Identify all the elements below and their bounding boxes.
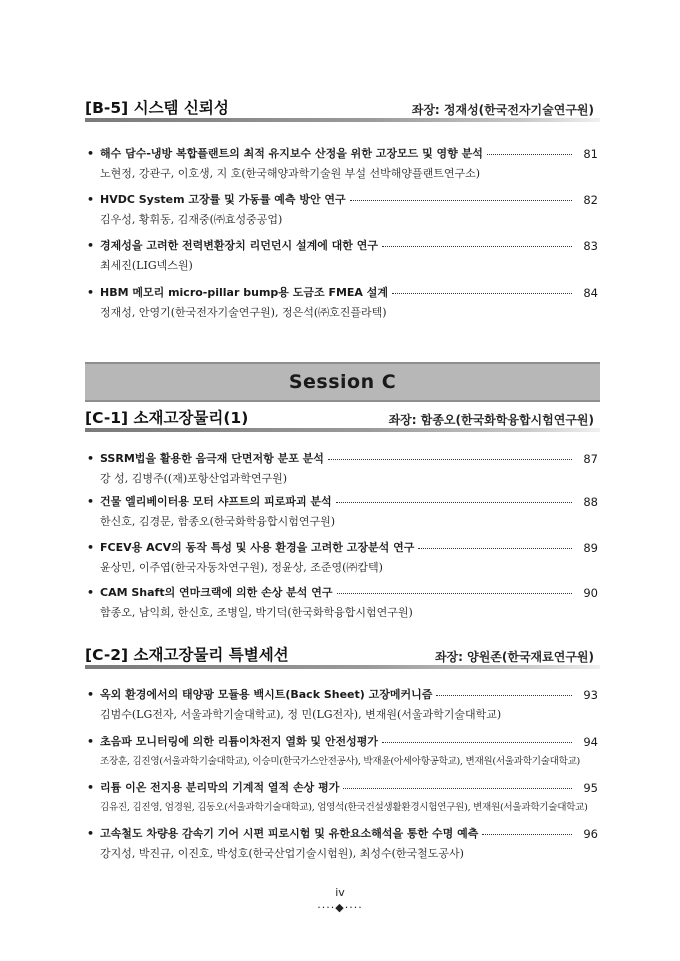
toc-entry[interactable] bbox=[85, 826, 600, 861]
entry-page: 87 bbox=[583, 452, 598, 466]
entry-title: 옥외 환경에서의 태양광 모듈용 백시트(Back Sheet) 고장메커니즘 bbox=[100, 688, 433, 701]
entry-title: FCEV용 ACV의 동작 특성 및 사용 환경을 고려한 고장분석 연구 bbox=[100, 541, 415, 554]
page-number: iv bbox=[335, 886, 345, 899]
toc-entry[interactable] bbox=[85, 238, 600, 273]
entry-page: 89 bbox=[583, 541, 598, 555]
entry-page: 93 bbox=[583, 688, 598, 702]
entry-authors: 김유진, 김진영, 엄경원, 김동오(서울과학기술대학교), 엄영석(한국건설생활환경시험연구원), 변재원(서울과학기술대학교) bbox=[100, 802, 588, 813]
toc-entry[interactable] bbox=[85, 285, 600, 320]
entry-page: 82 bbox=[583, 193, 598, 207]
toc-entry[interactable] bbox=[85, 451, 600, 486]
section-rule bbox=[85, 665, 600, 669]
entry-authors: 조장훈, 김진영(서울과학기술대학교), 이승미(한국가스안전공사), 박재윤(아세아항공학교), 변재원(서울과학기술대학교) bbox=[100, 756, 580, 767]
leader-dots bbox=[482, 826, 572, 835]
bullet-icon: • bbox=[87, 735, 95, 748]
entry-title: 해수 담수-냉방 복합플랜트의 최적 유지보수 산정을 위한 고장모드 및 영향 분석 bbox=[100, 147, 483, 160]
leader-dots bbox=[337, 585, 573, 594]
entry-title: 건물 엘리베이터용 모터 샤프트의 피로파괴 분석 bbox=[100, 495, 332, 508]
entry-authors: 한신호, 김경문, 함종오(한국화학융합시험연구원) bbox=[100, 515, 336, 528]
leader-dots bbox=[436, 687, 572, 696]
section-header-b5 bbox=[85, 96, 600, 122]
bullet-icon: • bbox=[87, 781, 95, 794]
entry-authors: 강지성, 박진규, 이진호, 박성호(한국산업기술시험원), 최성수(한국철도공사) bbox=[100, 847, 464, 860]
bullet-icon: • bbox=[87, 452, 95, 465]
toc-entry[interactable] bbox=[85, 494, 600, 529]
bullet-icon: • bbox=[87, 286, 95, 299]
toc-entry[interactable] bbox=[85, 687, 600, 722]
entry-authors: 함종오, 남익희, 한신호, 조병일, 박기덕(한국화학융합시험연구원) bbox=[100, 606, 413, 619]
entry-authors: 노현정, 강관구, 이호생, 지 호(한국해양과학기술원 부설 선박해양플랜트연구소) bbox=[100, 167, 481, 180]
entry-page: 84 bbox=[583, 286, 598, 300]
entry-title: HBM 메모리 micro-pillar bump용 도금조 FMEA 설계 bbox=[100, 286, 389, 299]
entry-title: CAM Shaft의 연마크랙에 의한 손상 분석 연구 bbox=[100, 586, 333, 599]
bullet-icon: • bbox=[87, 586, 95, 599]
leader-dots bbox=[418, 540, 572, 549]
leader-dots bbox=[382, 734, 572, 743]
entry-authors: 김범수(LG전자, 서울과학기술대학교), 정 민(LG전자), 변재원(서울과학기술대학교) bbox=[100, 708, 502, 721]
section-title: [C-2] 소재고장물리 특별세션 bbox=[85, 646, 289, 664]
entry-authors: 최세진(LIG넥스원) bbox=[100, 259, 193, 272]
toc-entry[interactable] bbox=[85, 146, 600, 181]
entry-title: HVDC System 고장률 및 가동률 예측 방안 연구 bbox=[100, 193, 346, 206]
section-chair: 좌장: 함종오(한국화학융합시험연구원) bbox=[388, 413, 594, 427]
entry-page: 90 bbox=[583, 586, 598, 600]
entry-page: 95 bbox=[583, 781, 598, 795]
entry-title: 경제성을 고려한 전력변환장치 리던던시 설계에 대한 연구 bbox=[100, 239, 378, 252]
session-banner bbox=[85, 362, 600, 402]
toc-entry[interactable] bbox=[85, 192, 600, 227]
section-header-c1 bbox=[85, 406, 600, 432]
entry-title: 고속철도 차량용 감속기 기어 시편 피로시험 및 유한요소해석을 통한 수명 예측 bbox=[100, 827, 479, 840]
entry-authors: 정재성, 안영기(한국전자기술연구원), 정은석(㈜호진플라텍) bbox=[100, 306, 387, 319]
leader-dots bbox=[336, 494, 572, 503]
bullet-icon: • bbox=[87, 541, 95, 554]
entry-page: 81 bbox=[583, 147, 598, 161]
section-title: [C-1] 소재고장물리(1) bbox=[85, 409, 249, 427]
leader-dots bbox=[487, 146, 572, 155]
session-title: Session C bbox=[288, 371, 397, 393]
toc-entry[interactable] bbox=[85, 540, 600, 575]
leader-dots bbox=[392, 285, 572, 294]
entry-page: 96 bbox=[583, 827, 598, 841]
bullet-icon: • bbox=[87, 239, 95, 252]
section-rule bbox=[85, 118, 600, 122]
bullet-icon: • bbox=[87, 827, 95, 840]
entry-title: SSRM법을 활용한 음극재 단면저항 분포 분석 bbox=[100, 452, 324, 465]
entry-authors: 강 성, 김병주((재)포항산업과학연구원) bbox=[100, 472, 288, 485]
entry-page: 88 bbox=[583, 495, 598, 509]
leader-dots bbox=[382, 238, 572, 247]
section-title: [B-5] 시스템 신뢰성 bbox=[85, 99, 229, 117]
entry-title: 리튬 이온 전지용 분리막의 기계적 열적 손상 평가 bbox=[100, 781, 340, 794]
leader-dots bbox=[350, 192, 572, 201]
section-chair: 좌장: 양원존(한국재료연구원) bbox=[434, 650, 594, 664]
bullet-icon: • bbox=[87, 495, 95, 508]
entry-authors: 윤상민, 이주엽(한국자동차연구원), 정윤상, 조준영(㈜캄텍) bbox=[100, 561, 383, 574]
entry-authors: 김우성, 황휘동, 김재중(㈜효성중공업) bbox=[100, 213, 283, 226]
entry-page: 83 bbox=[583, 239, 598, 253]
leader-dots bbox=[328, 451, 572, 460]
bullet-icon: • bbox=[87, 147, 95, 160]
toc-entry[interactable] bbox=[85, 585, 600, 620]
entry-title: 초음파 모니터링에 의한 리튬이차전지 열화 및 안전성평가 bbox=[100, 735, 378, 748]
section-chair: 좌장: 정재성(한국전자기술연구원) bbox=[411, 103, 594, 117]
toc-entry[interactable] bbox=[85, 734, 600, 769]
section-header-c2 bbox=[85, 643, 600, 669]
leader-dots bbox=[343, 780, 572, 789]
toc-entry[interactable] bbox=[85, 780, 600, 815]
entry-page: 94 bbox=[583, 735, 598, 749]
footer-ornament: ····◆···· bbox=[317, 901, 363, 914]
section-rule bbox=[85, 428, 600, 432]
bullet-icon: • bbox=[87, 688, 95, 701]
bullet-icon: • bbox=[87, 193, 95, 206]
